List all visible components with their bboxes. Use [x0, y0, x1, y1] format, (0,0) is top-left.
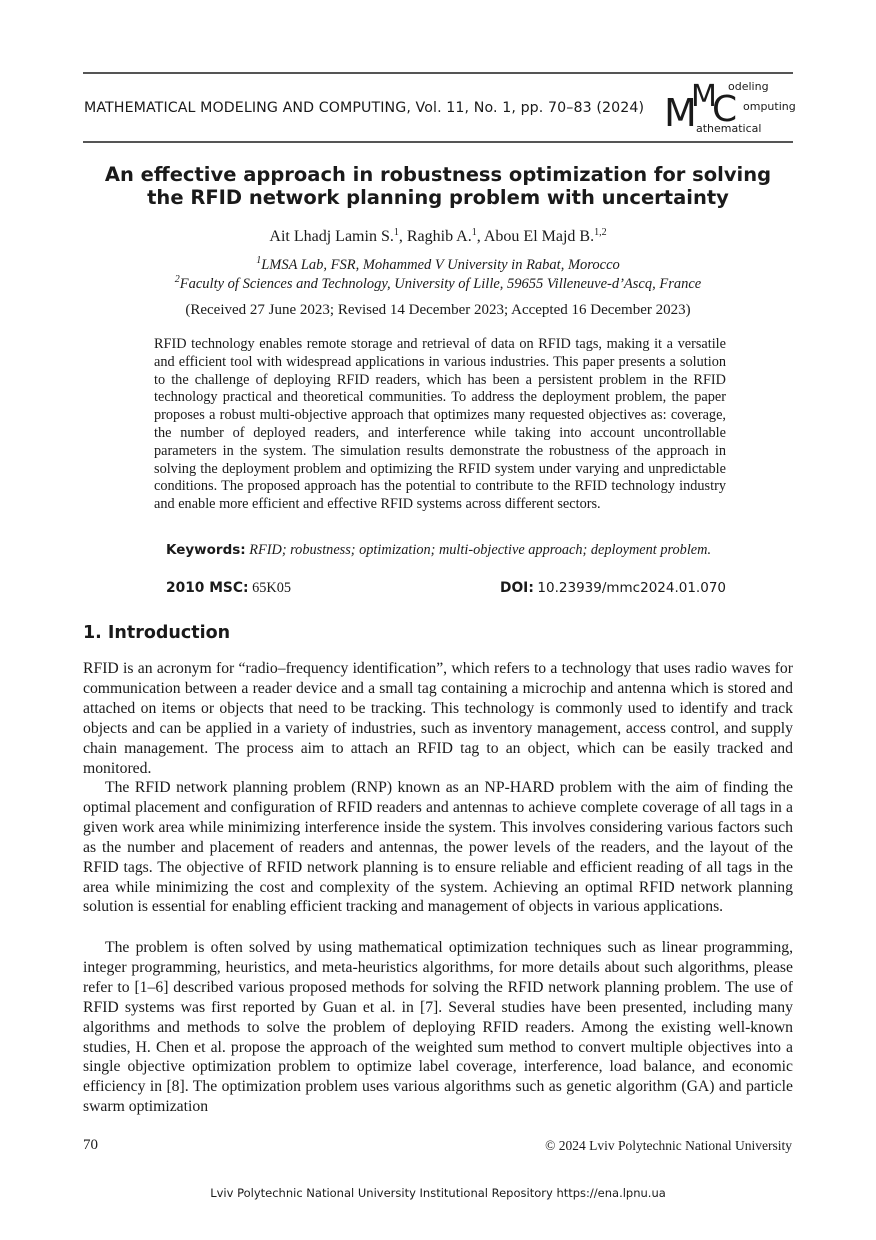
affiliations	[0, 256, 876, 294]
doi-label: DOI:	[500, 580, 534, 596]
section-heading	[83, 623, 230, 643]
intro-paragraph-2: The RFID network planning problem (RNP) known as an NP-HARD problem with the aim of finding the optimal placement and configuration of RFID readers and antennas to achieve complete coverage of all tags in a given work area while minimizing interference inside the system. This involves considering various factors such as the number and placement of readers and antennas, the power levels of the readers, and the layout of the RFID tags. The objective of RFID network planning is to ensure reliable and efficient reading of all tags in the area while minimizing the cost and complexity of the system. Achieving an optimal RFID network planning solution is essential for enabling efficient tracking and management of objects in various applications.	[83, 779, 793, 916]
header-bottom-rule	[83, 141, 793, 143]
journal-header: MATHEMATICAL MODELING AND COMPUTING, Vol. 11, No. 1, pp. 70–83 (2024)	[84, 100, 645, 116]
section-number: 1.	[83, 623, 102, 643]
author-name: Ait Lhadj Lamin S.	[269, 228, 394, 245]
keywords	[154, 541, 726, 559]
msc-classification	[166, 580, 291, 597]
section-title: Introduction	[107, 623, 231, 643]
paper-title	[0, 163, 876, 209]
title-line-1: An effective approach in robustness optimization for solving	[104, 163, 772, 186]
copyright-notice: © 2024 Lviv Polytechnic National University	[545, 1138, 792, 1153]
repository-footer: Lviv Polytechnic National University Institutional Repository https://ena.lpnu.ua	[210, 1186, 666, 1200]
logo-word-mathematical: athematical	[696, 122, 762, 135]
affiliation-text: LMSA Lab, FSR, Mohammed V University in Rabat, Morocco	[261, 257, 620, 273]
msc-value: 65K05	[252, 580, 292, 596]
keywords-list: RFID; robustness; optimization; multi-objective approach; deployment problem.	[249, 542, 712, 558]
author-affiliation-mark: 1	[393, 227, 399, 238]
author-affiliation-mark: 1,2	[594, 227, 607, 238]
author-list	[0, 228, 876, 246]
msc-label: 2010 MSC:	[166, 580, 249, 596]
journal-logo	[664, 80, 794, 138]
affiliation-1	[0, 256, 876, 275]
intro-paragraph-3: The problem is often solved by using mathematical optimization techniques such as linear programming, integer programming, heuristics, and meta-heuristics algorithms, for more details about such algorithms, please refer to [1–6] described various proposed methods for solving the RFID network planning problem. The use of RFID systems was first reported by Guan et al. in [7]. Several studies have been presented, including many algorithms and methods to solve the problem of deploying RFID readers. Among the existing well-known studies, H. Chen et al. propose the approach of the weighted sum method to convert multiple objectives into a single objective optimization problem to optimize label coverage, interference, load balance, and economic efficiency in [8]. The optimization problem uses various algorithms such as genetic algorithm (GA) and particle swarm optimization	[83, 939, 793, 1116]
header-top-rule	[83, 72, 793, 74]
affiliation-mark: 1	[256, 255, 262, 266]
intro-paragraph-1: RFID is an acronym for “radio–frequency identification”, which refers to a technology that uses radio waves for communication between a reader device and a small tag containing a microchip and antenna which is stored and attached on items or objects that need to be tracking. This technology is commonly used to identify and track objects and can be applied in a variety of industries, such as inventory management, access control, and supply chain management. The process aim to attach an RFID tag to an object, which can be easily tracked and monitored.	[83, 660, 793, 777]
author-name: Raghib A.	[406, 228, 472, 245]
author-separator: ,	[398, 228, 407, 245]
submission-dates: (Received 27 June 2023; Revised 14 December 2023; Accepted 16 December 2023)	[185, 302, 691, 318]
abstract: RFID technology enables remote storage and retrieval of data on RFID tags, making it a versatile and efficient tool with widespread applications in various industries. This paper presents a solution to the challenge of deploying RFID readers, which has been a persistent problem in the RFID technology practical and theoretical communities. To address the deployment problem, the paper proposes a robust multi-objective approach that optimizes many requested objectives as: coverage, the number of deployed readers, and interference while taking into account uncontrollable parameters in the system. The simulation results demonstrate the robustness of the approach in solving the deployment problem and optimizing the RFID system under varying and unpredictable conditions. The proposed approach has the potential to contribute to the RFID technology industry and enable more efficient and effective RFID systems across different sectors.	[154, 336, 726, 513]
doi	[500, 580, 726, 597]
affiliation-mark: 2	[174, 274, 180, 285]
title-line-2: the RFID network planning problem with uncertainty	[147, 186, 729, 209]
page-number: 70	[83, 1137, 98, 1153]
author-separator: ,	[476, 228, 484, 245]
author-name: Abou El Majd B.	[483, 228, 595, 245]
keywords-label: Keywords:	[166, 542, 246, 558]
logo-letter-m-large: M	[664, 91, 697, 135]
logo-word-modeling: odeling	[728, 80, 769, 93]
logo-letter-c: C	[712, 89, 738, 130]
logo-word-computing: omputing	[743, 100, 796, 113]
affiliation-text: Faculty of Sciences and Technology, University of Lille, 59655 Villeneuve-d’Ascq, France	[179, 276, 702, 292]
doi-value[interactable]: 10.23939/mmc2024.01.070	[537, 580, 726, 596]
author-affiliation-mark: 1	[471, 227, 477, 238]
affiliation-2	[0, 275, 876, 294]
logo-letter-m-mid: M	[691, 79, 717, 114]
